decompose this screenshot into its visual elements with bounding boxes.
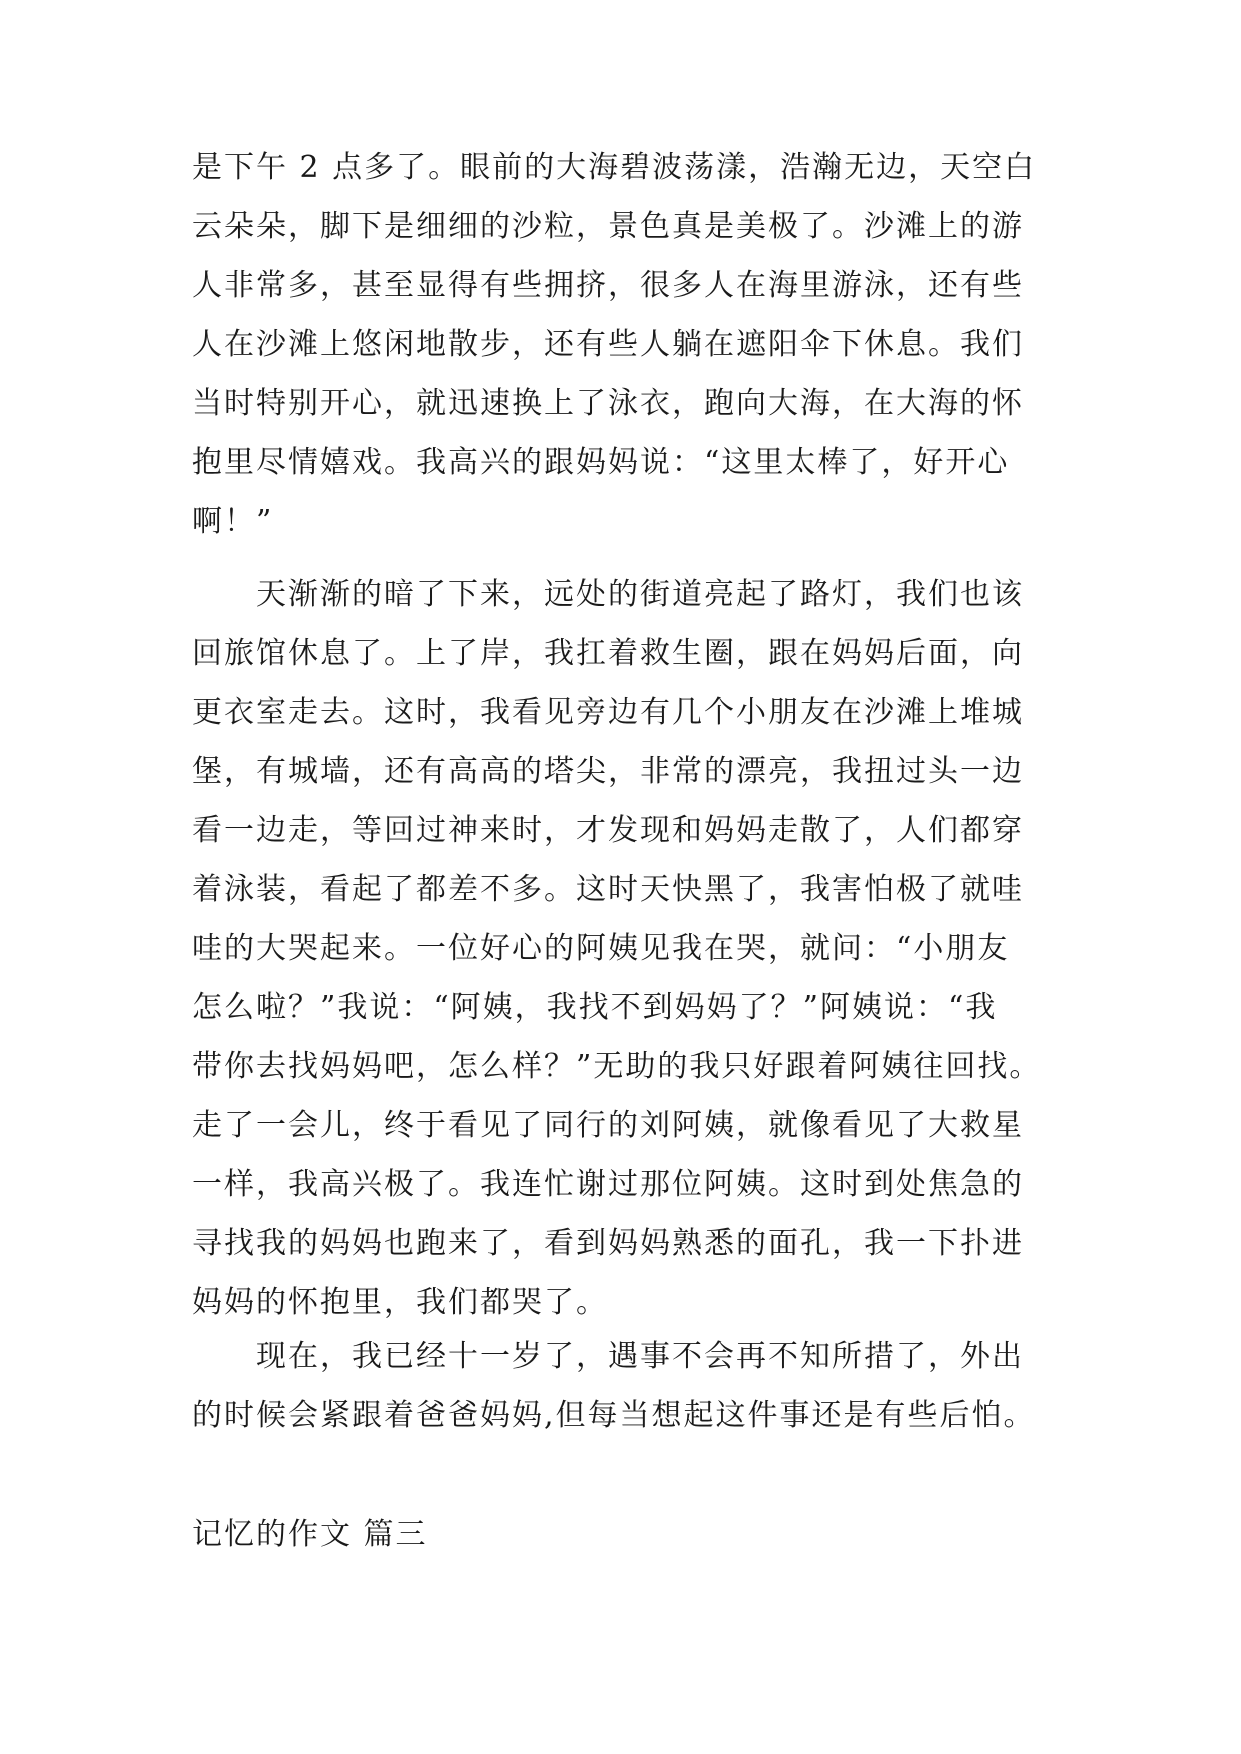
paragraph-line: 天渐渐的暗了下来，远处的街道亮起了路灯，我们也该 bbox=[256, 577, 1024, 612]
paragraph-line: 人在沙滩上悠闲地散步，还有些人躺在遮阳伞下休息。我们 bbox=[192, 327, 1024, 362]
paragraph-line: 现在，我已经十一岁了，遇事不会再不知所措了，外出 bbox=[256, 1339, 1024, 1374]
paragraph-line: 人非常多，甚至显得有些拥挤，很多人在海里游泳，还有些 bbox=[192, 268, 1024, 303]
paragraph-2 bbox=[192, 565, 1050, 1332]
paragraph-line: 的时候会紧跟着爸爸妈妈,但每当想起这件事还是有些后怕。 bbox=[192, 1398, 1036, 1433]
paragraph-line: 寻找我的妈妈也跑来了，看到妈妈熟悉的面孔，我一下扑进 bbox=[192, 1226, 1024, 1261]
paragraph-line: 是下午 2 点多了。眼前的大海碧波荡漾，浩瀚无边，天空白 bbox=[192, 150, 1037, 185]
paragraph-line: 妈妈的怀抱里，我们都哭了。 bbox=[192, 1285, 608, 1320]
paragraph-line: 抱里尽情嬉戏。我高兴的跟妈妈说：“这里太棒了，好开心 bbox=[192, 445, 1010, 480]
paragraph-3 bbox=[192, 1327, 1050, 1445]
paragraph-line: 回旅馆休息了。上了岸，我扛着救生圈，跟在妈妈后面，向 bbox=[192, 636, 1024, 671]
paragraph-line: 一样，我高兴极了。我连忙谢过那位阿姨。这时到处焦急的 bbox=[192, 1167, 1024, 1202]
paragraph-line: 哇的大哭起来。一位好心的阿姨见我在哭，就问：“小朋友 bbox=[192, 931, 1010, 966]
paragraph-line: 带你去找妈妈吧，怎么样？”无助的我只好跟着阿姨往回找。 bbox=[192, 1049, 1042, 1084]
paragraph-line: 当时特别开心，就迅速换上了泳衣，跑向大海，在大海的怀 bbox=[192, 386, 1024, 421]
paragraph-line: 云朵朵，脚下是细细的沙粒，景色真是美极了。沙滩上的游 bbox=[192, 209, 1024, 244]
paragraph-line: 走了一会儿，终于看见了同行的刘阿姨，就像看见了大救星 bbox=[192, 1108, 1024, 1143]
section-heading: 记忆的作文 篇三 bbox=[192, 1517, 428, 1552]
paragraph-line: 堡，有城墙，还有高高的塔尖，非常的漂亮，我扭过头一边 bbox=[192, 754, 1024, 789]
paragraph-line: 看一边走，等回过神来时，才发现和妈妈走散了，人们都穿 bbox=[192, 813, 1024, 848]
paragraph-line: 着泳装，看起了都差不多。这时天快黑了，我害怕极了就哇 bbox=[192, 872, 1024, 907]
paragraph-line: 啊！” bbox=[192, 504, 274, 539]
paragraph-line: 更衣室走去。这时，我看见旁边有几个小朋友在沙滩上堆城 bbox=[192, 695, 1024, 730]
paragraph-line: 怎么啦？”我说：“阿姨，我找不到妈妈了？”阿姨说：“我 bbox=[192, 990, 998, 1025]
paragraph-1 bbox=[192, 138, 1050, 551]
